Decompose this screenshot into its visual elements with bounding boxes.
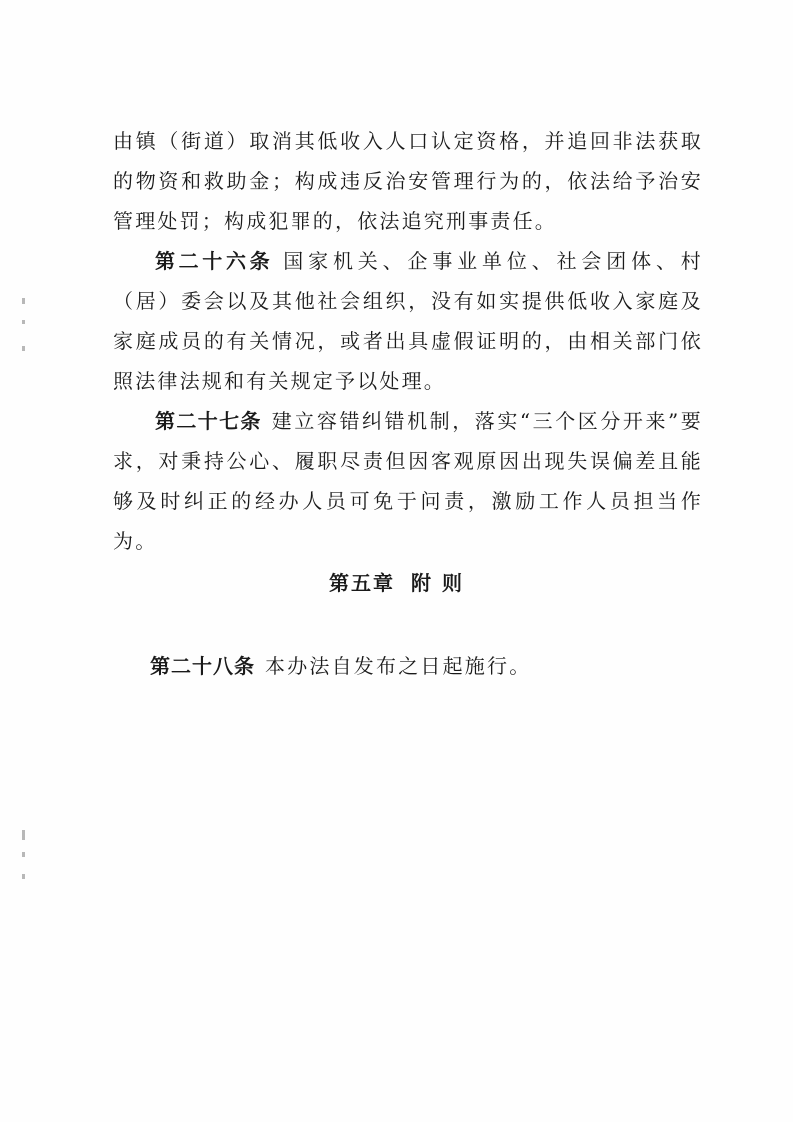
article-text: 国家机关、企事业单位、社会团体、村（居）委会以及其他社会组织，没有如实提供低收入家庭及家庭成员的有关情况，或者出具虚假证明的，由相关部门依照法律法规和有关规定予以处理。 bbox=[113, 249, 704, 393]
article-text: 本办法自发布之日起施行。 bbox=[265, 654, 532, 678]
article-number: 第二十八条 bbox=[150, 654, 255, 678]
scan-artifact bbox=[22, 830, 25, 840]
scan-artifact bbox=[22, 852, 25, 857]
article-number: 第二十六条 bbox=[155, 249, 274, 273]
chapter-title: 附 则 bbox=[411, 571, 464, 595]
article-27 bbox=[113, 401, 703, 561]
scan-artifact bbox=[22, 346, 25, 351]
scan-artifact bbox=[22, 874, 25, 879]
chapter-heading bbox=[0, 567, 793, 596]
article-28 bbox=[150, 646, 531, 686]
article-26 bbox=[113, 241, 703, 401]
paragraph-text: 由镇（街道）取消其低收入人口认定资格，并追回非法获取的物资和救助金；构成违反治安管理行为的，依法给予治安管理处罚；构成犯罪的，依法追究刑事责任。 bbox=[113, 129, 703, 233]
article-text: 建立容错纠错机制，落实“三个区分开来”要求，对秉持公心、履职尽责但因客观原因出现失误偏差且能够及时纠正的经办人员可免于问责，激励工作人员担当作为。 bbox=[113, 409, 703, 553]
scan-artifact bbox=[22, 320, 25, 324]
paragraph-continuation bbox=[113, 121, 703, 241]
chapter-number: 第五章 bbox=[329, 571, 396, 595]
article-number: 第二十七条 bbox=[155, 409, 262, 433]
scan-artifact bbox=[22, 298, 25, 304]
article-body bbox=[113, 121, 703, 561]
